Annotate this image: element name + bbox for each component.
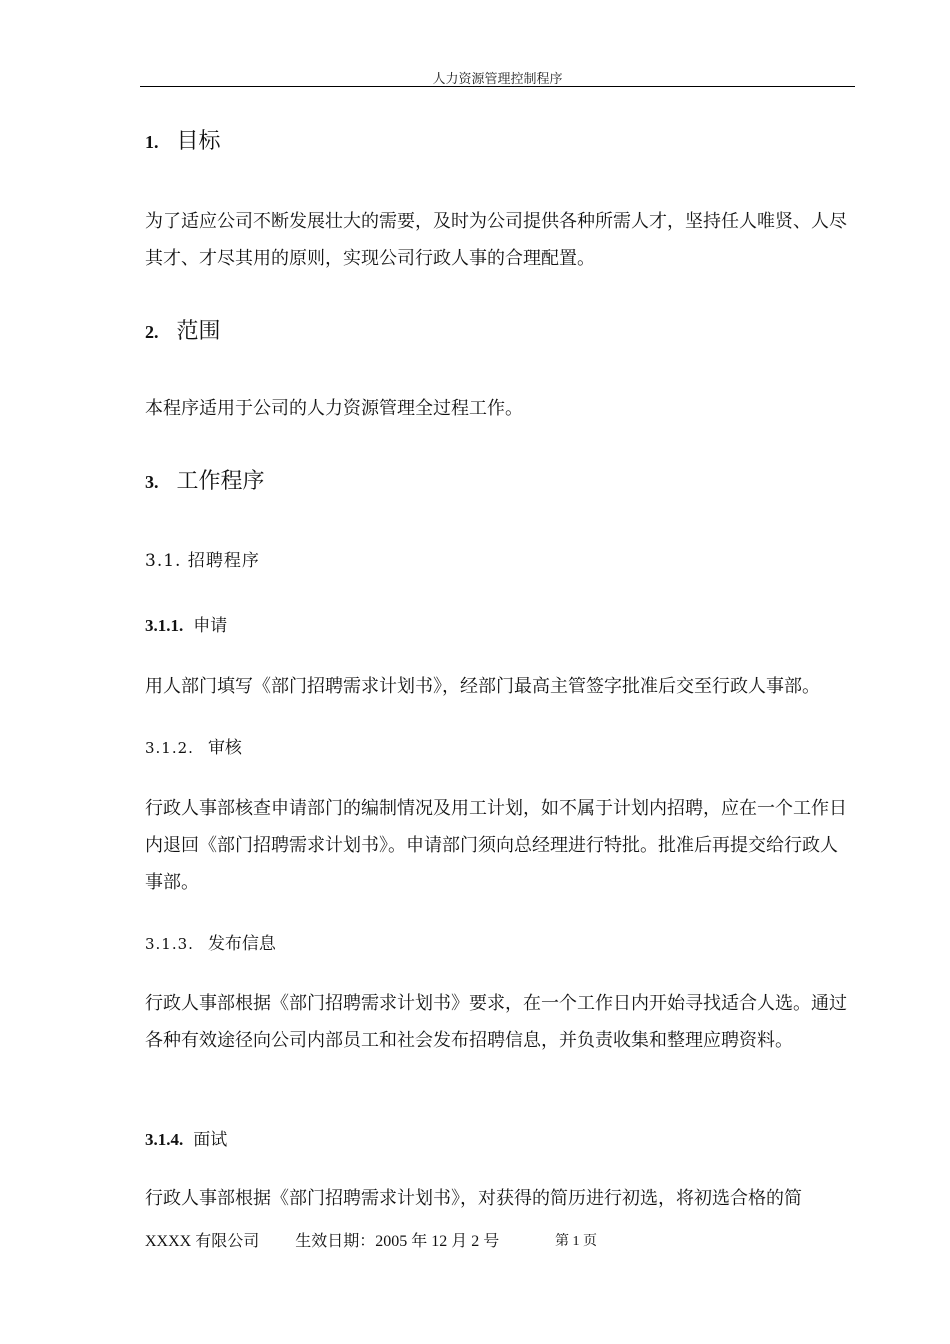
section-3-1-1-title: 申请 bbox=[193, 616, 228, 636]
section-3-heading bbox=[145, 468, 265, 496]
section-2-body: 本程序适用于公司的人力资源管理全过程工作。 bbox=[145, 398, 523, 419]
section-1-heading bbox=[145, 128, 221, 156]
section-3-1-3-heading bbox=[145, 932, 276, 956]
section-3-1-1-body: 用人部门填写《部门招聘需求计划书》，经部门最高主管签字批准后交至行政人事部。 bbox=[145, 676, 820, 697]
section-2-number: 2. bbox=[145, 322, 159, 342]
section-3-1-2-number: 3.1.2. bbox=[145, 739, 194, 757]
section-3-1-3-number: 3.1.3. bbox=[145, 935, 194, 953]
footer-company: XXXX 有限公司 bbox=[145, 1233, 260, 1250]
section-2-heading bbox=[145, 318, 221, 346]
section-2-title: 范围 bbox=[176, 319, 221, 344]
section-3-1-1-number: 3.1.1. bbox=[145, 616, 184, 635]
section-3-1-2-title: 审核 bbox=[207, 738, 242, 758]
section-1-number: 1. bbox=[145, 132, 159, 152]
section-3-1-1-heading bbox=[145, 614, 227, 638]
section-3-1-2-heading bbox=[145, 736, 242, 760]
header-rule bbox=[140, 86, 855, 87]
section-3-number: 3. bbox=[145, 472, 159, 492]
section-1-body: 为了适应公司不断发展壮大的需要，及时为公司提供各种所需人才，坚持任人唯贤、人尽其才、才尽其用的原则，实现公司行政人事的合理配置。 bbox=[145, 211, 847, 269]
section-3-1-heading: 3.1. 招聘程序 bbox=[145, 551, 260, 571]
page-footer bbox=[145, 1228, 597, 1251]
section-3-1-3-title: 发布信息 bbox=[207, 934, 276, 954]
section-3-1-2-body: 行政人事部核查申请部门的编制情况及用工计划，如不属于计划内招聘，应在一个工作日内退回《部门招聘需求计划书》。申请部门须向总经理进行特批。批准后再提交给行政人事部。 bbox=[145, 798, 847, 893]
section-3-1-4-heading bbox=[145, 1128, 227, 1152]
footer-effective-date: 生效日期：2005 年 12 月 2 号 bbox=[295, 1233, 500, 1250]
footer-page-number: 第 1 页 bbox=[555, 1234, 597, 1249]
section-3-title: 工作程序 bbox=[176, 469, 265, 494]
section-3-1-4-body: 行政人事部根据《部门招聘需求计划书》，对获得的简历进行初选，将初选合格的简 bbox=[145, 1188, 802, 1209]
section-3-1-4-number: 3.1.4. bbox=[145, 1130, 184, 1149]
section-3-1-3-body: 行政人事部根据《部门招聘需求计划书》要求，在一个工作日内开始寻找适合人选。通过各种有效途径向公司内部员工和社会发布招聘信息，并负责收集和整理应聘资料。 bbox=[145, 993, 847, 1051]
section-1-title: 目标 bbox=[176, 129, 221, 154]
page-header-title: 人力资源管理控制程序 bbox=[432, 72, 563, 87]
section-3-1-4-title: 面试 bbox=[193, 1130, 228, 1150]
